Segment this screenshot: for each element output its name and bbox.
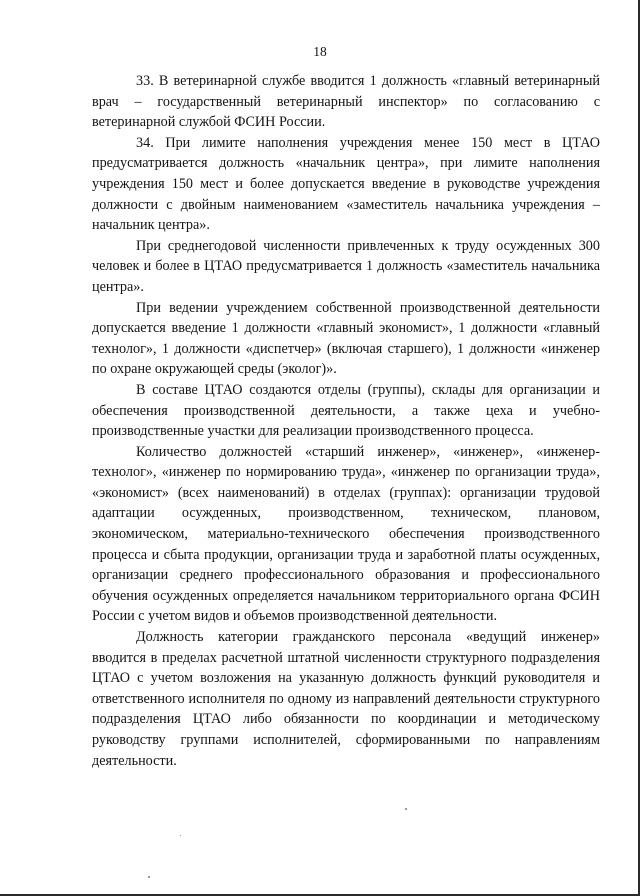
paragraph-lead-engineer: Должность категории гражданского персонала «ведущий инженер» вводится в пределах расчетной штатной численности структурного подразделения ЦТАО с учетом возложения на указанную должность функций руководителя и ответственного исполнителя по одному из направлений деятельности структурного подразделения ЦТАО либо обязанности по координации и методическому руководству группами исполнителей, сформированными по направлениям деятельности.: [92, 629, 600, 769]
page-number: 18: [313, 44, 327, 59]
paragraph-34: 34. При лимите наполнения учреждения менее 150 мест в ЦТАО предусматривается должность «начальник центра», при лимите наполнения учреждения 150 мест и более допускается введение в руководстве учреждения должности с двойным наименованием «заместитель начальника учреждения – начальник центра».: [92, 134, 600, 234]
scan-speck: [148, 876, 150, 878]
paragraph-departments: В составе ЦТАО создаются отделы (группы), склады для организации и обеспечения производственной деятельности, а также цеха и учебно-производственные участки для реализации производственного процесса.: [92, 381, 600, 440]
paragraph-deputy-head: При среднегодовой численности привлеченных к труду осужденных 300 человек и более в ЦТАО предусматривается 1 должность «заместитель начальника центра».: [92, 237, 600, 295]
paragraph-position-count: Количество должностей «старший инженер», «инженер», «инженер-технолог», «инженер по нормированию труда», «инженер по организации труда», «экономист» (всех наименований) в отделах (группах): организации трудовой адаптации осужденных, производственном, техническом, плановом, экономическом, материально-технического обеспечения производственного процесса и сбыта продукции, организации труда и заработной платы осужденных, организации среднего профессионального образования и профессионального обучения осужденных определяется начальником территориального органа ФСИН России с учетом видов и объемов производственной деятельности.: [92, 443, 600, 625]
document-body: [92, 71, 600, 771]
scan-speck: [405, 808, 407, 810]
paragraph-own-production: При ведении учреждением собственной производственной деятельности допускается введение 1 должности «главный экономист», 1 должности «главный технолог», 1 должности «диспетчер» (включая старшего), 1 должности «инженер по охране окружающей среды (эколог)».: [92, 299, 600, 378]
scan-speck: [180, 835, 181, 836]
paragraph-33: 33. В ветеринарной службе вводится 1 должность «главный ветеринарный врач – государственный ветеринарный инспектор» по согласованию с ветеринарной службой ФСИН России.: [92, 73, 600, 131]
